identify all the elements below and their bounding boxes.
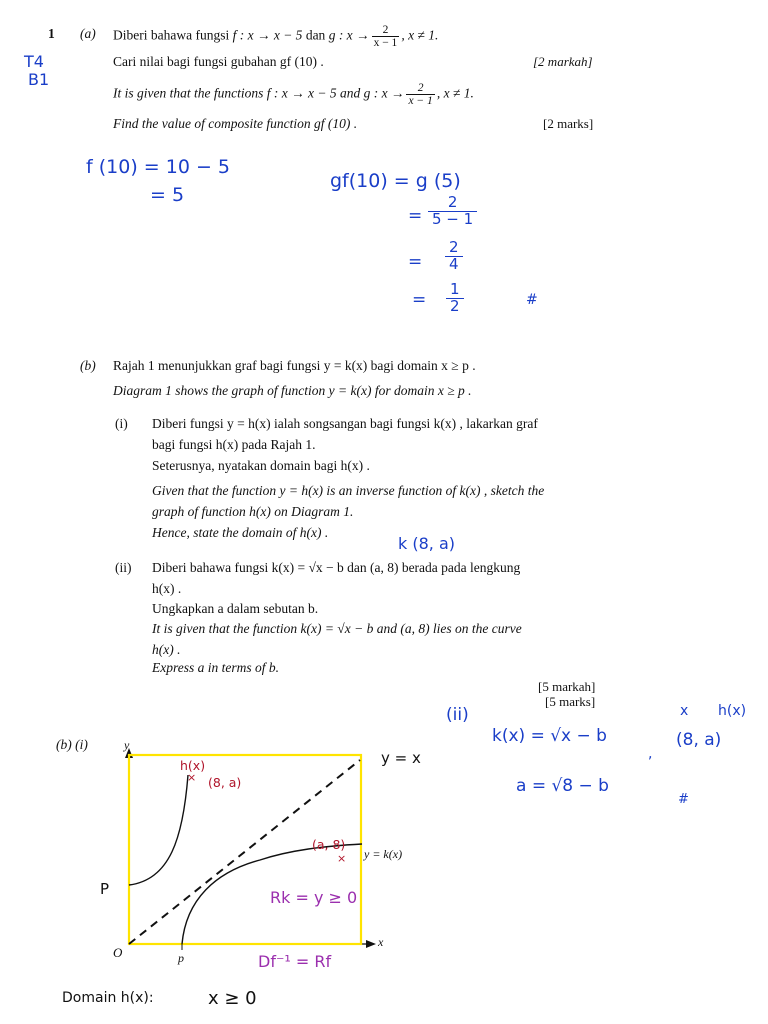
part-a-eng-marks: [2 marks] <box>543 116 594 131</box>
hw-ii-label: (ii) <box>446 705 469 725</box>
hw-f-result: = 5 <box>150 184 185 206</box>
hw-k-8a: k (8, a) <box>398 534 455 553</box>
p-label: p <box>178 951 184 965</box>
part-b-i-eng2: graph of function h(x) on Diagram 1. <box>152 504 354 519</box>
red-x-mark-right: × <box>337 852 347 865</box>
x-axis-arrow-icon <box>366 940 376 948</box>
hw-point-8a-graph: (8, a) <box>208 775 242 790</box>
hw-gf-eq: gf(10) = g (5) <box>330 170 461 192</box>
part-b-i-label: (i) <box>115 416 128 431</box>
hw-kx-eq: k(x) = √x − b <box>492 726 607 746</box>
curve-h <box>129 775 188 885</box>
hw-domain-finv: Df⁻¹ = Rf <box>258 952 332 971</box>
part-b-malay-marks: [5 markah] <box>538 679 596 694</box>
part-a-eng-line2: Find the value of composite function gf (10) . <box>113 116 358 131</box>
part-b-eng-intro: Diagram 1 shows the graph of function y = k(x) for domain x ≥ p . <box>113 383 472 398</box>
part-b-i-eng3: Hence, state the domain of h(x) . <box>152 525 329 540</box>
hw-f-eq: f (10) = 10 − 5 <box>86 156 230 178</box>
part-b-i-malay1: Diberi fungsi y = h(x) ialah songsangan bagi fungsi k(x) , lakarkan graf <box>152 416 538 431</box>
hw-end-mark: # <box>526 292 538 308</box>
hw-hx-label: h(x) <box>180 758 206 773</box>
hw-frac-1-over-2: 1 2 <box>446 282 464 315</box>
part-a-eng-line1: It is given that the functions f : x → x − 5 and g : x → $\frac{2}{x - 1}$ , x ≠ 1. <box>113 82 474 108</box>
hw-eq-3: = <box>412 290 427 310</box>
diagram-label: (b) (i) <box>56 737 88 752</box>
x-axis-label: x <box>378 935 384 949</box>
margin-note-t4: T4 <box>24 52 44 71</box>
part-b-malay-intro: Rajah 1 menunjukkan graf bagi fungsi y = k(x) bagi domain x ≥ p . <box>113 358 476 373</box>
part-b-ii-eng1: It is given that the function k(x) = √x − b and (a, 8) lies on the curve <box>152 621 522 636</box>
hw-domain-label: Domain h(x): <box>62 990 154 1006</box>
part-b-ii-label: (ii) <box>115 560 132 575</box>
margin-note-b1: B1 <box>28 70 50 89</box>
hw-hx-top: h(x) <box>718 703 747 719</box>
part-b-ii-eng2: h(x) . <box>152 642 181 657</box>
part-b-i-malay3: Seterusnya, nyatakan domain bagi h(x) . <box>152 458 370 473</box>
part-b-ii-eng3: Express a in terms of b. <box>152 660 279 675</box>
part-a-malay-marks: [2 markah] <box>533 54 593 69</box>
hw-point-a8-graph: (a, 8) <box>312 837 346 852</box>
hw-comma: , <box>648 746 653 762</box>
question-number: 1 <box>48 26 55 41</box>
part-b-ii-malay3: Ungkapkan a dalam sebutan b. <box>152 601 319 616</box>
y-axis-label: y <box>124 738 130 752</box>
hw-frac-2-over-5-1: 2 5 − 1 <box>428 195 477 228</box>
part-b-ii-malay1: Diberi bahawa fungsi k(x) = √x − b dan (a, 8) berada pada lengkung <box>152 560 521 575</box>
hw-point-8a: (8, a) <box>676 730 722 750</box>
origin-label: O <box>113 945 123 960</box>
red-x-mark-top: × <box>187 771 197 784</box>
hw-y-eq-x: y = x <box>381 749 421 767</box>
hw-a-eq: a = √8 − b <box>516 776 609 796</box>
hw-frac-2-over-4: 2 4 <box>445 240 463 273</box>
part-b-ii-malay2: h(x) . <box>152 581 182 596</box>
part-b-i-eng1: Given that the function y = h(x) is an inverse function of k(x) , sketch the <box>152 483 545 498</box>
k-curve-label: y = k(x) <box>364 847 403 861</box>
hw-eq-2: = <box>408 252 423 272</box>
line-y-eq-x <box>129 760 360 944</box>
part-a-label: (a) <box>80 26 96 41</box>
hw-domain-value: x ≥ 0 <box>208 988 257 1009</box>
hw-range-k: Rk = y ≥ 0 <box>270 888 358 907</box>
part-b-label: (b) <box>80 358 96 373</box>
part-b-eng-marks: [5 marks] <box>545 694 596 709</box>
part-a-malay-line2: Cari nilai bagi fungsi gubahan gf (10) . <box>113 54 324 69</box>
part-b-i-malay2: bagi fungsi h(x) pada Rajah 1. <box>152 437 316 452</box>
hw-x-top: x <box>680 703 689 719</box>
part-a-malay-line1: Diberi bahawa fungsi f : x → x − 5 dan g : x → $\frac{2}{x - 1}$ , x ≠ 1. <box>113 24 439 50</box>
hw-eq-1: = <box>408 206 423 226</box>
hw-p-left: P <box>100 880 110 898</box>
hw-hash-2: # <box>678 792 689 807</box>
